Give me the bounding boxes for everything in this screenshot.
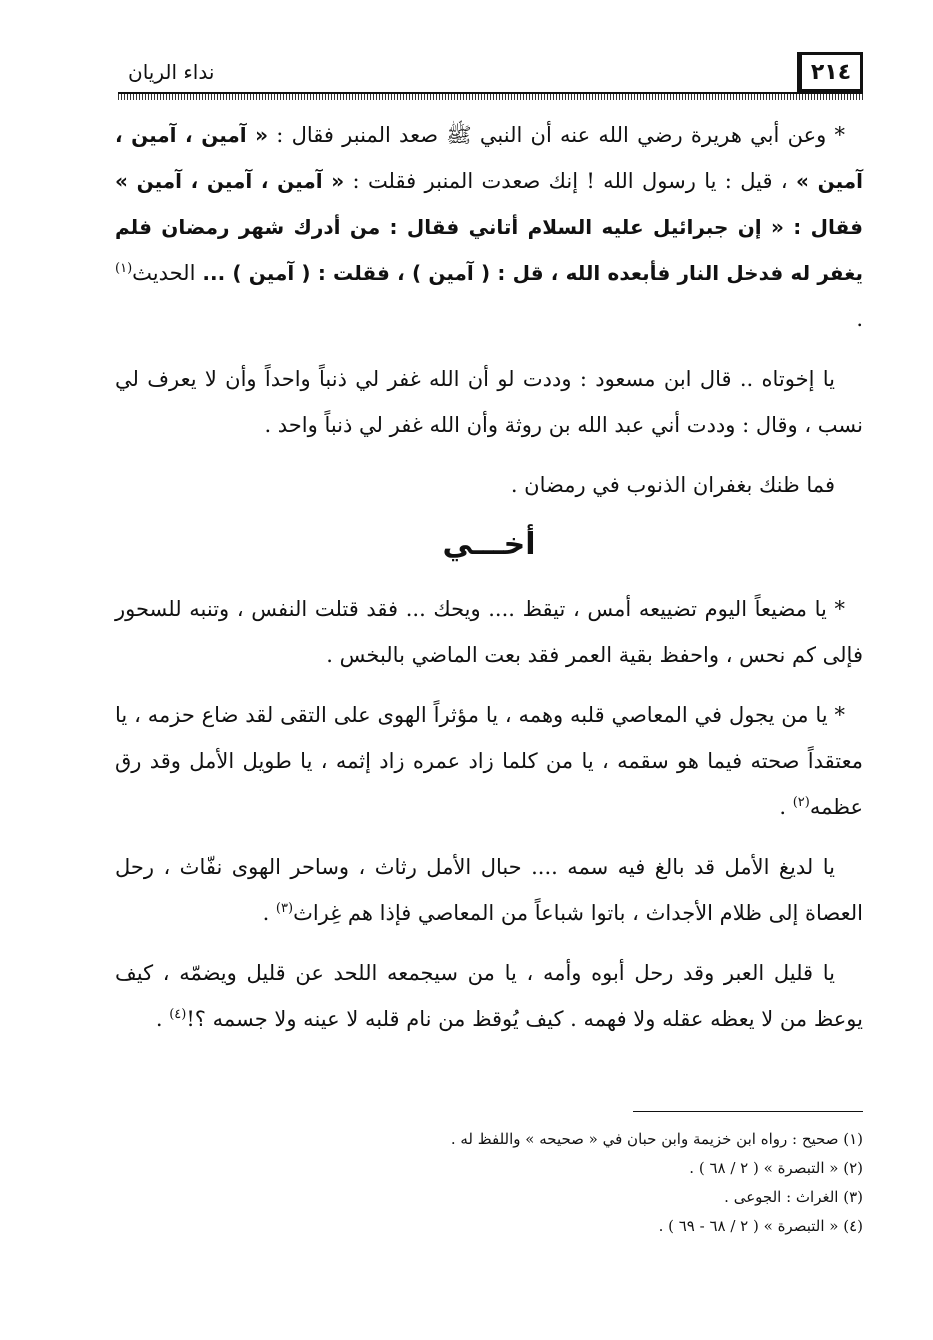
quote-amen-2: « آمين ، آمين ، آمين » فقال : (115, 169, 863, 239)
footnote-ref-2[interactable]: (٢) (792, 795, 810, 810)
paragraph-lessons-text: يا قليل العبر وقد رحل أبوه وأمه ، يا من سيجمعه اللحد عن قليل ويضمّه ، كيف يوعظ من لا يعظه عقله ولا فهمه . كيف يُوقظ من نام قلبه لا عينه ولا جسمه ؟! (115, 961, 863, 1031)
sentence-end: . (779, 795, 793, 819)
paragraph-ibn-masud: يا إخوتاه .. قال ابن مسعود : وددت لو أن الله غفر لي ذنباً واحداً وأن لا يعرف لي نسب ، وقال : وددت أني عبد الله بن روثة وأن الله غفر لي ذنباً واحد . (115, 367, 863, 437)
footnote-ref-3[interactable]: (٣) (275, 901, 294, 916)
footnote-4: (٤) « التبصرة » ( ٢ / ٦٨ - ٦٩ ) . (658, 1217, 863, 1235)
page-header (118, 52, 863, 100)
header-rule (118, 92, 863, 100)
running-title: نداء الريان (128, 60, 215, 84)
hadith-suffix: الحديث (132, 261, 203, 285)
quote-amen: « آمين ، آمين ، آمين » (115, 123, 863, 193)
paragraph-question: فما ظنك بغفران الذنوب في رمضان . (510, 473, 835, 497)
paragraph-lessons (115, 950, 863, 1042)
footnote-separator (633, 1111, 863, 1112)
hadith-middle: ، قيل : يا رسول الله ! إنك صعدت المنبر فقلت : (344, 169, 797, 193)
paragraph-hope-text: يا لديغ الأمل قد بالغ فيه سمه .... حبال الأمل رثاث ، وساحر الهوى نفّاث ، رحل العصاة إلى ظلام الأجداث ، باتوا شباعاً من المعاصي فإذا هم غِراث (115, 855, 863, 925)
footnote-ref-4[interactable]: (٤) (169, 1007, 187, 1022)
paragraph-sins-text: * يا من يجول في المعاصي قلبه وهمه ، يا مؤثراً الهوى على التقى لقد ضاع حزمه ، يا معتقداً صحته فيما هو سقمه ، يا من كلما زاد عمره زاد إثمه ، يا طويل الأمل وقد رق عظمه (115, 703, 863, 819)
sentence-end: . (262, 901, 276, 925)
hadith-intro: * وعن أبي هريرة رضي الله عنه أن النبي ﷺ صعد المنبر فقال : (268, 123, 845, 147)
paragraph-hadith (115, 112, 863, 342)
page-number: ٢١٤ (810, 59, 852, 85)
quote-hadith: « إن جبرائيل عليه السلام أتاني فقال : من أدرك شهر رمضان فلم يغفر له فدخل النار فأبعده الله ، قل : ( آمين ) ، فقلت : ( آمين ) ... (115, 215, 863, 285)
page-number-box (797, 52, 863, 92)
footnote-2: (٢) « التبصرة » ( ٢ / ٦٨ ) . (689, 1159, 863, 1177)
paragraph-waster: * يا مضيعاً اليوم تضييعه أمس ، تيقظ .... ويحك ... فقد قتلت النفس ، وتنبه للسحور فإلى كم نحس ، واحفظ بقية العمر فقد بعت الماضي بالبخس . (115, 597, 863, 667)
footnote-ref-1[interactable]: (١) (115, 261, 133, 276)
section-heading: أخـــي (442, 527, 536, 562)
paragraph-sins (115, 692, 863, 830)
sentence-end: . (856, 307, 863, 331)
footnote-1: (١) صحيح : رواه ابن خزيمة وابن حبان في « صحيحه » واللفظ له . (450, 1130, 863, 1148)
sentence-end: . (155, 1007, 170, 1031)
paragraph-hope (115, 844, 863, 936)
footnotes (300, 1125, 863, 1241)
footnote-3: (٣) الغراث : الجوعى . (724, 1188, 863, 1206)
main-text (115, 112, 863, 1056)
